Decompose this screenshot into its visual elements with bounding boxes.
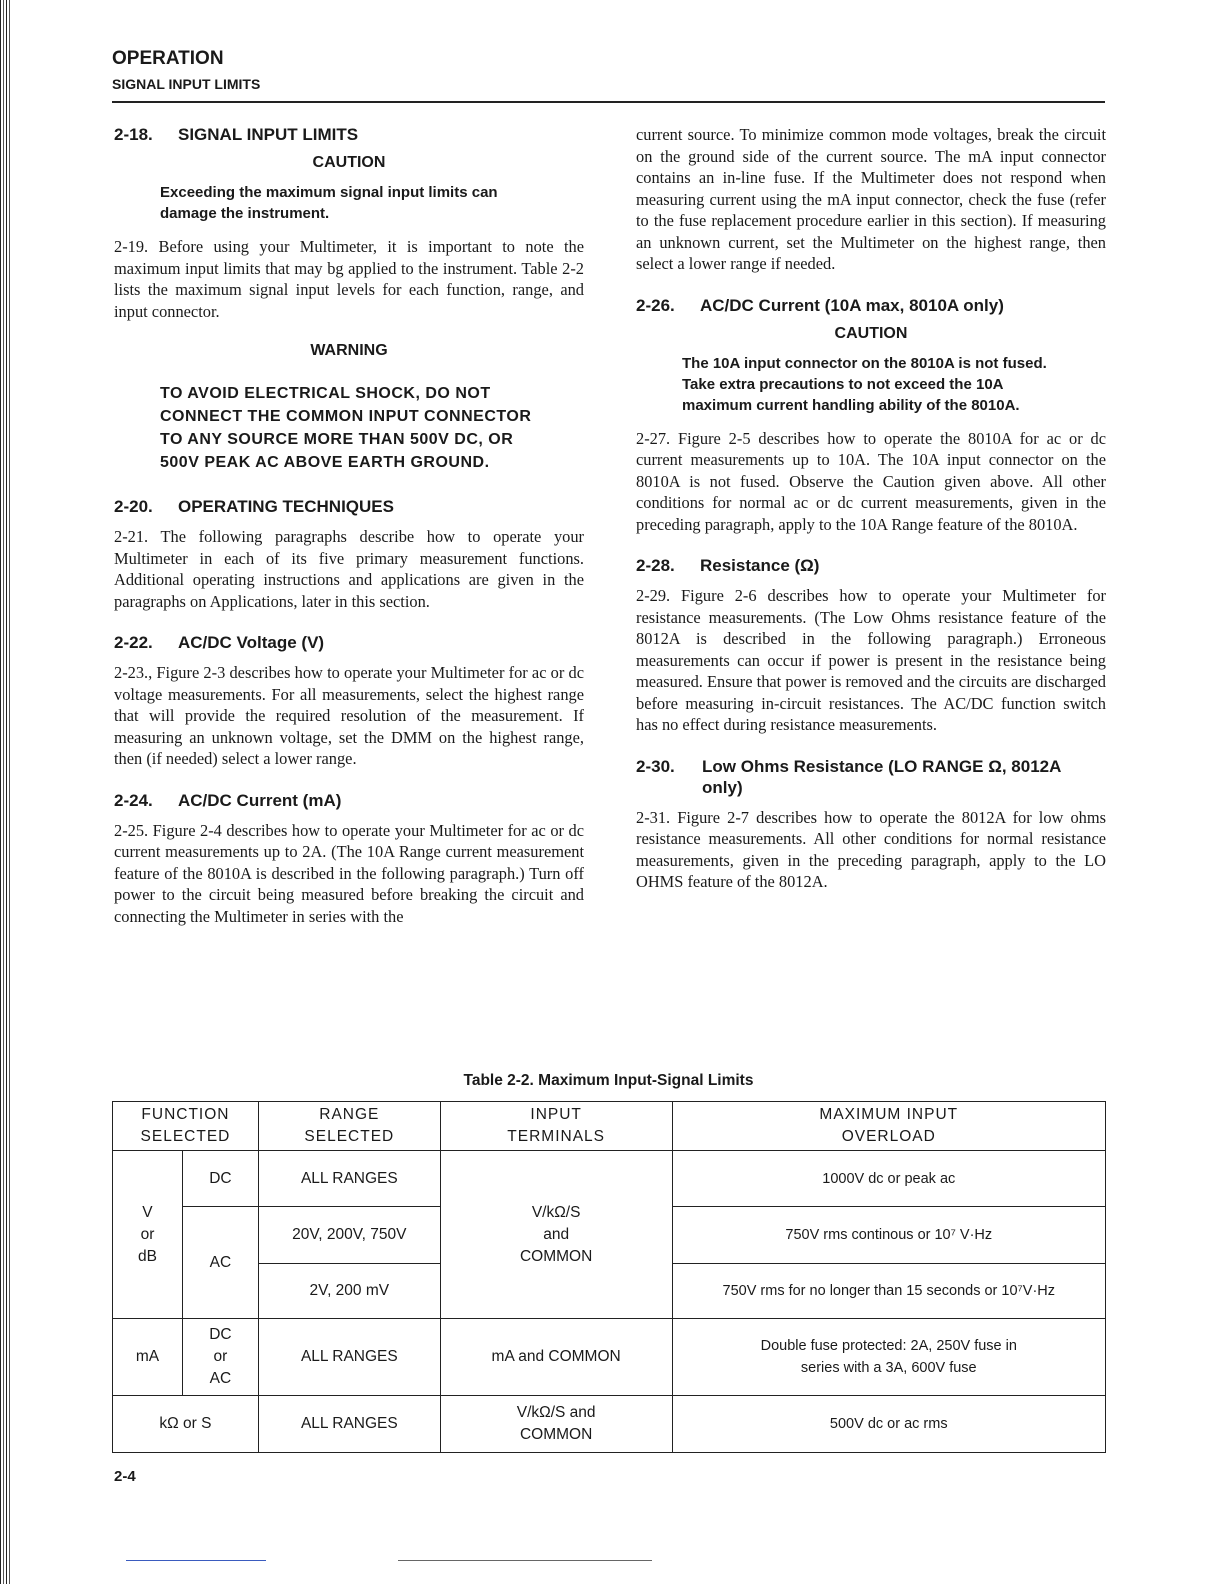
header-function: FUNCTION SELECTED xyxy=(113,1102,259,1151)
cell-mode-ac: AC xyxy=(182,1207,258,1319)
paragraph-2-23: 2-23., Figure 2-3 describes how to operate your Multimeter for ac or dc voltage measurements. For all measurements, select the highest range that will provide the required resolution of the measurement. If measuring an unknown voltage, set the DMM on the highest range, then (if needed) select a lower range. xyxy=(114,663,584,768)
caution-text: Exceeding the maximum signal input limits can damage the instrument. xyxy=(160,184,498,222)
section-header: OPERATION xyxy=(112,48,224,69)
page-number: 2-4 xyxy=(114,1468,136,1485)
cell-terminals: V/kΩ/S and COMMON xyxy=(440,1151,672,1319)
warning-text: TO AVOID ELECTRICAL SHOCK, DO NOT CONNECT THE COMMON INPUT CONNECTOR TO ANY SOURCE MORE THAN 500V DC, OR 500V PEAK AC ABOVE EARTH GROUND. xyxy=(160,385,532,471)
left-column xyxy=(114,124,584,947)
table-header-row xyxy=(113,1102,1106,1151)
subsection-header: SIGNAL INPUT LIMITS xyxy=(112,76,261,92)
heading-text: Low Ohms Resistance (LO RANGE Ω, 8012A only) xyxy=(702,756,1061,797)
binding-edge-scan xyxy=(0,0,10,1584)
table-row xyxy=(113,1151,1106,1207)
paragraph-2-25-continued: current source. To minimize common mode voltages, break the circuit on the ground side of the current source. The mA input connector contains an in-line fuse. If the Multimeter does not respond when measuring current using the mA input connector, check the fuse (refer to the fuse replacement procedure earlier in this section). If measuring an unknown current, set the Multimeter on the highest range, then select a lower range if needed. xyxy=(636,125,1106,273)
heading-text: Resistance (Ω) xyxy=(700,556,820,575)
heading-text: AC/DC Current (mA) xyxy=(178,790,342,810)
paragraph-2-21: 2-21. The following paragraphs describe how to operate your Multimeter in each of its five primary measurement functions. Additional operating instructions and applications are given in the paragraphs on Applications, later in this section. xyxy=(114,527,584,611)
heading-2-30: 2-30. Low Ohms Resistance (LO RANGE Ω, 8012A only) xyxy=(636,756,1106,798)
heading-2-26: 2-26. AC/DC Current (10A max, 8010A only) xyxy=(636,295,1004,315)
paragraph-2-19: 2-19. Before using your Multimeter, it is important to note the maximum input limits that may bg applied to the instrument. Table 2-2 lists the maximum signal input levels for each function, range, and input connector. xyxy=(114,237,584,321)
cell-mode: DC or AC xyxy=(182,1319,258,1396)
right-column xyxy=(636,124,1106,913)
cell-overload: 750V rms continous or 10⁷ V·Hz xyxy=(672,1207,1105,1264)
caution-title: CAUTION xyxy=(834,324,908,342)
cell-mode-dc: DC xyxy=(182,1151,258,1207)
heading-2-20: 2-20. OPERATING TECHNIQUES xyxy=(114,497,394,516)
table-row xyxy=(113,1319,1106,1396)
table-caption: Table 2-2. Maximum Input-Signal Limits xyxy=(463,1072,754,1089)
caution-title: CAUTION xyxy=(312,154,386,171)
footer-line xyxy=(398,1560,652,1561)
paragraph-2-27: 2-27. Figure 2-5 describes how to operate the 8010A for ac or dc current measurements up to 10A. The 10A input connector on the 8010A is not fused. Observe the Caution given above. All other conditions for normal ac or dc current measurements, given in the preceding paragraph, apply to the 10A Range feature of the 8010A. xyxy=(636,428,1106,534)
cell-function-kohm: kΩ or S xyxy=(113,1396,259,1453)
heading-2-22: 2-22. AC/DC Voltage (V) xyxy=(114,633,325,652)
heading-text: OPERATING TECHNIQUES xyxy=(178,497,394,516)
cell-range: ALL RANGES xyxy=(258,1151,440,1207)
heading-2-24: 2-24. AC/DC Current (mA) xyxy=(114,790,342,810)
cell-overload: 750V rms for no longer than 15 seconds or 10⁷V·Hz xyxy=(672,1264,1105,1319)
heading-2-18: 2-18. SIGNAL INPUT LIMITS xyxy=(114,125,359,144)
header-range: RANGE SELECTED xyxy=(258,1102,440,1151)
heading-text: AC/DC Voltage (V) xyxy=(178,633,325,652)
cell-overload: 1000V dc or peak ac xyxy=(672,1151,1105,1207)
cell-function-ma: mA xyxy=(113,1319,183,1396)
cell-function-v: V or dB xyxy=(113,1151,183,1319)
cell-overload: Double fuse protected: 2A, 250V fuse in series with a 3A, 600V fuse xyxy=(672,1319,1105,1396)
table-row xyxy=(113,1396,1106,1453)
cell-range: 2V, 200 mV xyxy=(258,1264,440,1319)
heading-text: AC/DC Current (10A max, 8010A only) xyxy=(700,295,1004,315)
caution-text: The 10A input connector on the 8010A is not fused. Take extra precautions to not exceed the 10A maximum current handling ability of the 8010A. xyxy=(682,354,1047,414)
cell-terminals: mA and COMMON xyxy=(440,1319,672,1396)
cell-overload: 500V dc or ac rms xyxy=(672,1396,1105,1453)
cell-range: ALL RANGES xyxy=(258,1319,440,1396)
heading-2-28: 2-28. Resistance (Ω) xyxy=(636,556,820,575)
paragraph-2-25: 2-25. Figure 2-4 describes how to operate your Multimeter for ac or dc current measurements up to 2A. (The 10A Range current measurement feature of the 8010A is described in the following paragraph.) Turn off power to the circuit being measured before breaking the circuit and connecting the Multimeter in series with the xyxy=(114,820,584,926)
cell-range: 20V, 200V, 750V xyxy=(258,1207,440,1264)
cell-range: ALL RANGES xyxy=(258,1396,440,1453)
header-rule xyxy=(112,101,1105,103)
footer-line xyxy=(126,1560,266,1561)
paragraph-2-29: 2-29. Figure 2-6 describes how to operate your Multimeter for resistance measurements. (The Low Ohms resistance feature of the 8012A is described in the following paragraph.) Erroneous measurements can occur if power is present in the resistance being measured. Ensure that power is removed and the circuits are discharged before measuring in-circuit resistances. The AC/DC function switch has no effect during resistance measurements. xyxy=(636,586,1106,734)
header-input: INPUT TERMINALS xyxy=(440,1102,672,1151)
header-max-input: MAXIMUM INPUT OVERLOAD xyxy=(672,1102,1105,1151)
limits-table xyxy=(112,1101,1106,1453)
heading-text: SIGNAL INPUT LIMITS xyxy=(178,125,359,144)
warning-title: WARNING xyxy=(310,342,388,359)
paragraph-2-31: 2-31. Figure 2-7 describes how to operate the 8012A for low ohms resistance measurements. All other conditions for normal resistance measurements, given in the preceding paragraph, apply to the LO OHMS feature of the 8012A. xyxy=(636,807,1106,891)
cell-terminals: V/kΩ/S and COMMON xyxy=(440,1396,672,1453)
